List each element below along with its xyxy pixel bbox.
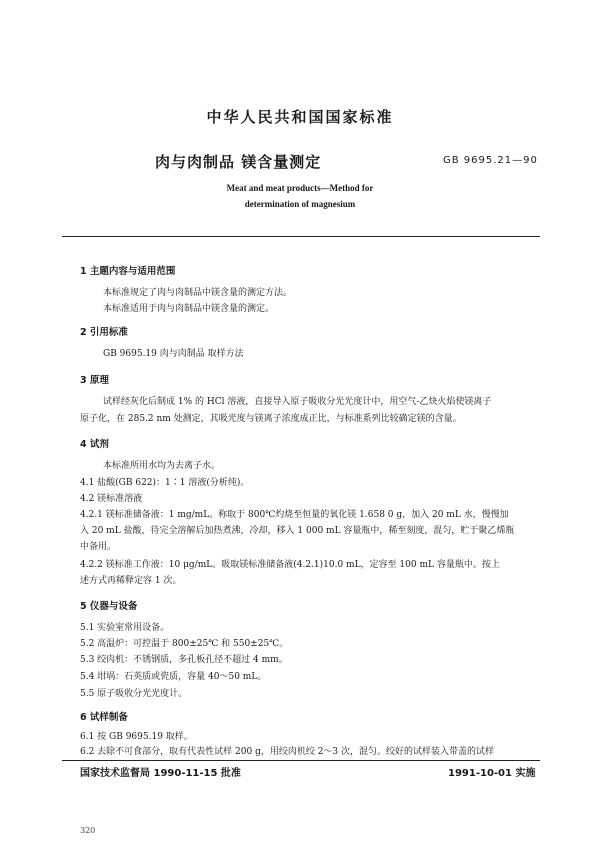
section-2-paragraph-1: GB 9695.19 肉与肉制品 取样方法 — [103, 349, 244, 359]
section-2-heading: 2 引用标准 — [80, 327, 128, 338]
section-1-paragraph-1: 本标准规定了肉与肉制品中镁含量的测定方法。 — [103, 288, 293, 298]
english-title-line-2: determination of magnesium — [244, 199, 356, 209]
english-title-line-1: Meat and meat products—Method for — [226, 183, 374, 193]
section-5-heading: 5 仪器与设备 — [80, 601, 138, 612]
section-3-heading: 3 原理 — [80, 375, 109, 386]
section-1-paragraph-2: 本标准适用于肉与肉制品中镁含量的测定。 — [103, 304, 275, 314]
section-4-heading: 4 试剂 — [80, 439, 109, 450]
item-6-2: 6.2 去除不可食部分，取有代表性试样 200 g，用绞肉机绞 2～3 次，混匀。绞好的试样装入带盖的试样 — [80, 747, 495, 757]
footer-effective: 1991-10-01 实施 — [448, 768, 536, 779]
standard-title: 肉与肉制品 镁含量测定 — [155, 153, 322, 171]
footer-divider — [62, 760, 540, 761]
item-4-1: 4.1 盐酸(GB 622)：1∶1 溶液(分析纯)。 — [80, 478, 250, 488]
item-5-3: 5.3 绞肉机：不锈钢质，多孔板孔径不超过 4 mm。 — [80, 655, 288, 665]
section-6-heading: 6 试样制备 — [80, 712, 128, 723]
item-4-2: 4.2 镁标准溶液 — [80, 494, 143, 504]
item-4-2-1-line-2: 入 20 mL 盐酸，待完全溶解后加热煮沸，冷却，移入 1 000 mL 容量瓶中，稀至刻度，混匀，贮于聚乙烯瓶 — [80, 526, 515, 536]
item-5-4: 5.4 坩埚：石英质或瓷质，容量 40～50 mL。 — [80, 672, 267, 682]
item-5-5: 5.5 原子吸收分光光度计。 — [80, 689, 188, 699]
header-divider — [62, 236, 540, 237]
section-1-heading: 1 主题内容与适用范围 — [80, 266, 176, 277]
item-5-2: 5.2 高温炉：可控温于 800±25℃ 和 550±25℃。 — [80, 639, 289, 649]
item-4-2-2-line-1: 4.2.2 镁标准工作液：10 μg/mL。吸取镁标准储备液(4.2.1)10.0 mL，定容至 100 mL 容量瓶中。按上 — [80, 560, 500, 570]
section-4-intro: 本标准所用水均为去离子水。 — [103, 461, 221, 471]
item-4-2-2-line-2: 述方式再稀释定容 1 次。 — [80, 576, 182, 586]
item-4-2-1-line-1: 4.2.1 镁标准储备液：1 mg/mL。称取于 800℃灼烧至恒量的氧化镁 1.658 0 g，加入 20 mL 水，慢慢加 — [80, 510, 509, 520]
page-number: 320 — [80, 826, 96, 835]
footer-approval: 国家技术监督局 1990-11-15 批准 — [80, 768, 241, 779]
section-3-line-2: 原子化，在 285.2 nm 处测定，其吸光度与镁离子浓度成正比，与标准系列比较确定镁的含量。 — [80, 414, 462, 424]
item-4-2-1-line-3: 中备用。 — [80, 542, 117, 552]
item-6-1: 6.1 按 GB 9695.19 取样。 — [80, 732, 193, 742]
section-3-line-1: 试样经灰化后制成 1% 的 HCl 溶液，直接导入原子吸收分光光度计中，用空气-乙炔火焰使镁离子 — [103, 397, 492, 407]
standard-header-agency: 中华人民共和国国家标准 — [206, 108, 394, 126]
item-5-1: 5.1 实验室常用设备。 — [80, 623, 170, 633]
standard-code: GB 9695.21—90 — [443, 155, 538, 166]
